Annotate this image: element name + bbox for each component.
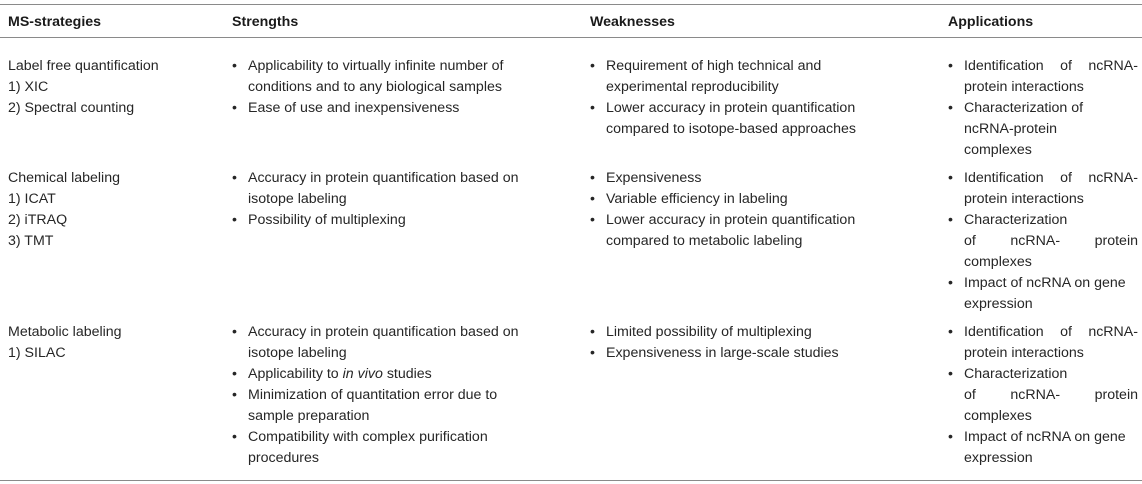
text-line [248,364,562,385]
text-line: • Identification of ncRNA- [964,324,1138,340]
header-ms-strategies: MS-strategies [8,14,102,30]
text-line: • Variable efficiency in labeling [606,191,788,207]
strategy-method: 1) XIC [8,79,49,95]
text-line: expression [964,296,1033,312]
strategy-cell [8,56,213,119]
text-line: conditions and to any biological samples [248,79,502,95]
text-line: • Accuracy in protein quantification based on [248,170,519,186]
text-line: complexes [964,142,1032,158]
applications-cell [948,56,1138,161]
text-line: • Impact of ncRNA on gene [964,275,1126,291]
strength-item [232,210,562,231]
strengths-cell [232,322,562,469]
strategy-name: Chemical labeling [8,170,120,186]
application-item [948,322,1138,364]
strength-item [232,427,562,469]
strategy-name: Label free quantification [8,58,159,74]
strategy-cell [8,322,213,364]
applications-cell [948,168,1138,315]
text-line: of ncRNA- protein [964,387,1138,403]
text-line: • Identification of ncRNA- [964,58,1138,74]
text-line: sample preparation [248,408,370,424]
application-item [948,168,1138,210]
text-line: protein interactions [964,79,1084,95]
weaknesses-cell [590,56,925,140]
application-item [948,210,1138,273]
text-line: • Expensiveness in large-scale studies [606,345,839,361]
weakness-item [590,168,925,189]
weakness-item [590,56,925,98]
text-line: expression [964,450,1033,466]
application-item [948,427,1138,469]
strength-item [232,385,562,427]
text-line: • Requirement of high technical and [606,58,822,74]
strength-item [232,56,562,98]
text-line: • Applicability to virtually infinite number of [248,58,504,74]
text-line: complexes [964,254,1032,270]
text-line: • Impact of ncRNA on gene [964,429,1126,445]
text-line: complexes [964,408,1032,424]
application-item [948,273,1138,315]
strategy-cell [8,168,213,252]
strength-item [232,98,562,119]
table-bottom-rule [0,480,1142,481]
table-top-rule [0,4,1142,5]
weakness-item [590,210,925,252]
text-run: Applicability to [248,366,339,382]
text-line: • Lower accuracy in protein quantification [606,212,856,228]
strategy-method: 3) TMT [8,233,54,249]
text-line: protein interactions [964,345,1084,361]
text-line: • Limited possibility of multiplexing [606,324,812,340]
weaknesses-cell [590,322,925,364]
text-line: isotope labeling [248,191,347,207]
text-line: • Possibility of multiplexing [248,212,406,228]
weaknesses-cell [590,168,925,252]
strength-item [232,364,562,385]
application-item [948,364,1138,427]
italic-text: in vivo [342,366,383,382]
weakness-item [590,98,925,140]
text-line: • Characterization of [964,100,1084,116]
application-item [948,56,1138,98]
text-line: compared to metabolic labeling [606,233,803,249]
text-line: • Minimization of quantitation error due to [248,387,498,403]
strengths-cell [232,168,562,231]
text-line: • Lower accuracy in protein quantification [606,100,856,116]
header-weaknesses: Weaknesses [590,14,675,30]
text-line: • Accuracy in protein quantification based on [248,324,519,340]
text-line: • Ease of use and inexpensiveness [248,100,460,116]
strategy-method: 1) SILAC [8,345,66,361]
strength-item [232,168,562,210]
text-line: protein interactions [964,191,1084,207]
text-line: experimental reproducibility [606,79,779,95]
strategy-method: 1) ICAT [8,191,56,207]
weakness-item [590,322,925,343]
text-line: • Characterization [964,366,1068,382]
header-strengths: Strengths [232,14,299,30]
weakness-item [590,343,925,364]
text-line: • Expensiveness [606,170,702,186]
text-run: studies [386,366,432,382]
text-line: of ncRNA- protein [964,233,1138,249]
text-line: compared to isotope-based approaches [606,121,857,137]
text-line: • Identification of ncRNA- [964,170,1138,186]
header-applications: Applications [948,14,1034,30]
strategy-method: 2) Spectral counting [8,100,135,116]
strategy-name: Metabolic labeling [8,324,122,340]
text-line: • Characterization [964,212,1068,228]
strengths-cell [232,56,562,119]
text-line: procedures [248,450,319,466]
comparison-table [0,4,1142,482]
header-rule [0,37,1142,38]
text-line: • Compatibility with complex purification [248,429,488,445]
strength-item [232,322,562,364]
application-item [948,98,1138,161]
applications-cell [948,322,1138,469]
weakness-item [590,189,925,210]
text-line: isotope labeling [248,345,347,361]
text-line: ncRNA-protein [964,121,1058,137]
strategy-method: 2) iTRAQ [8,212,68,228]
